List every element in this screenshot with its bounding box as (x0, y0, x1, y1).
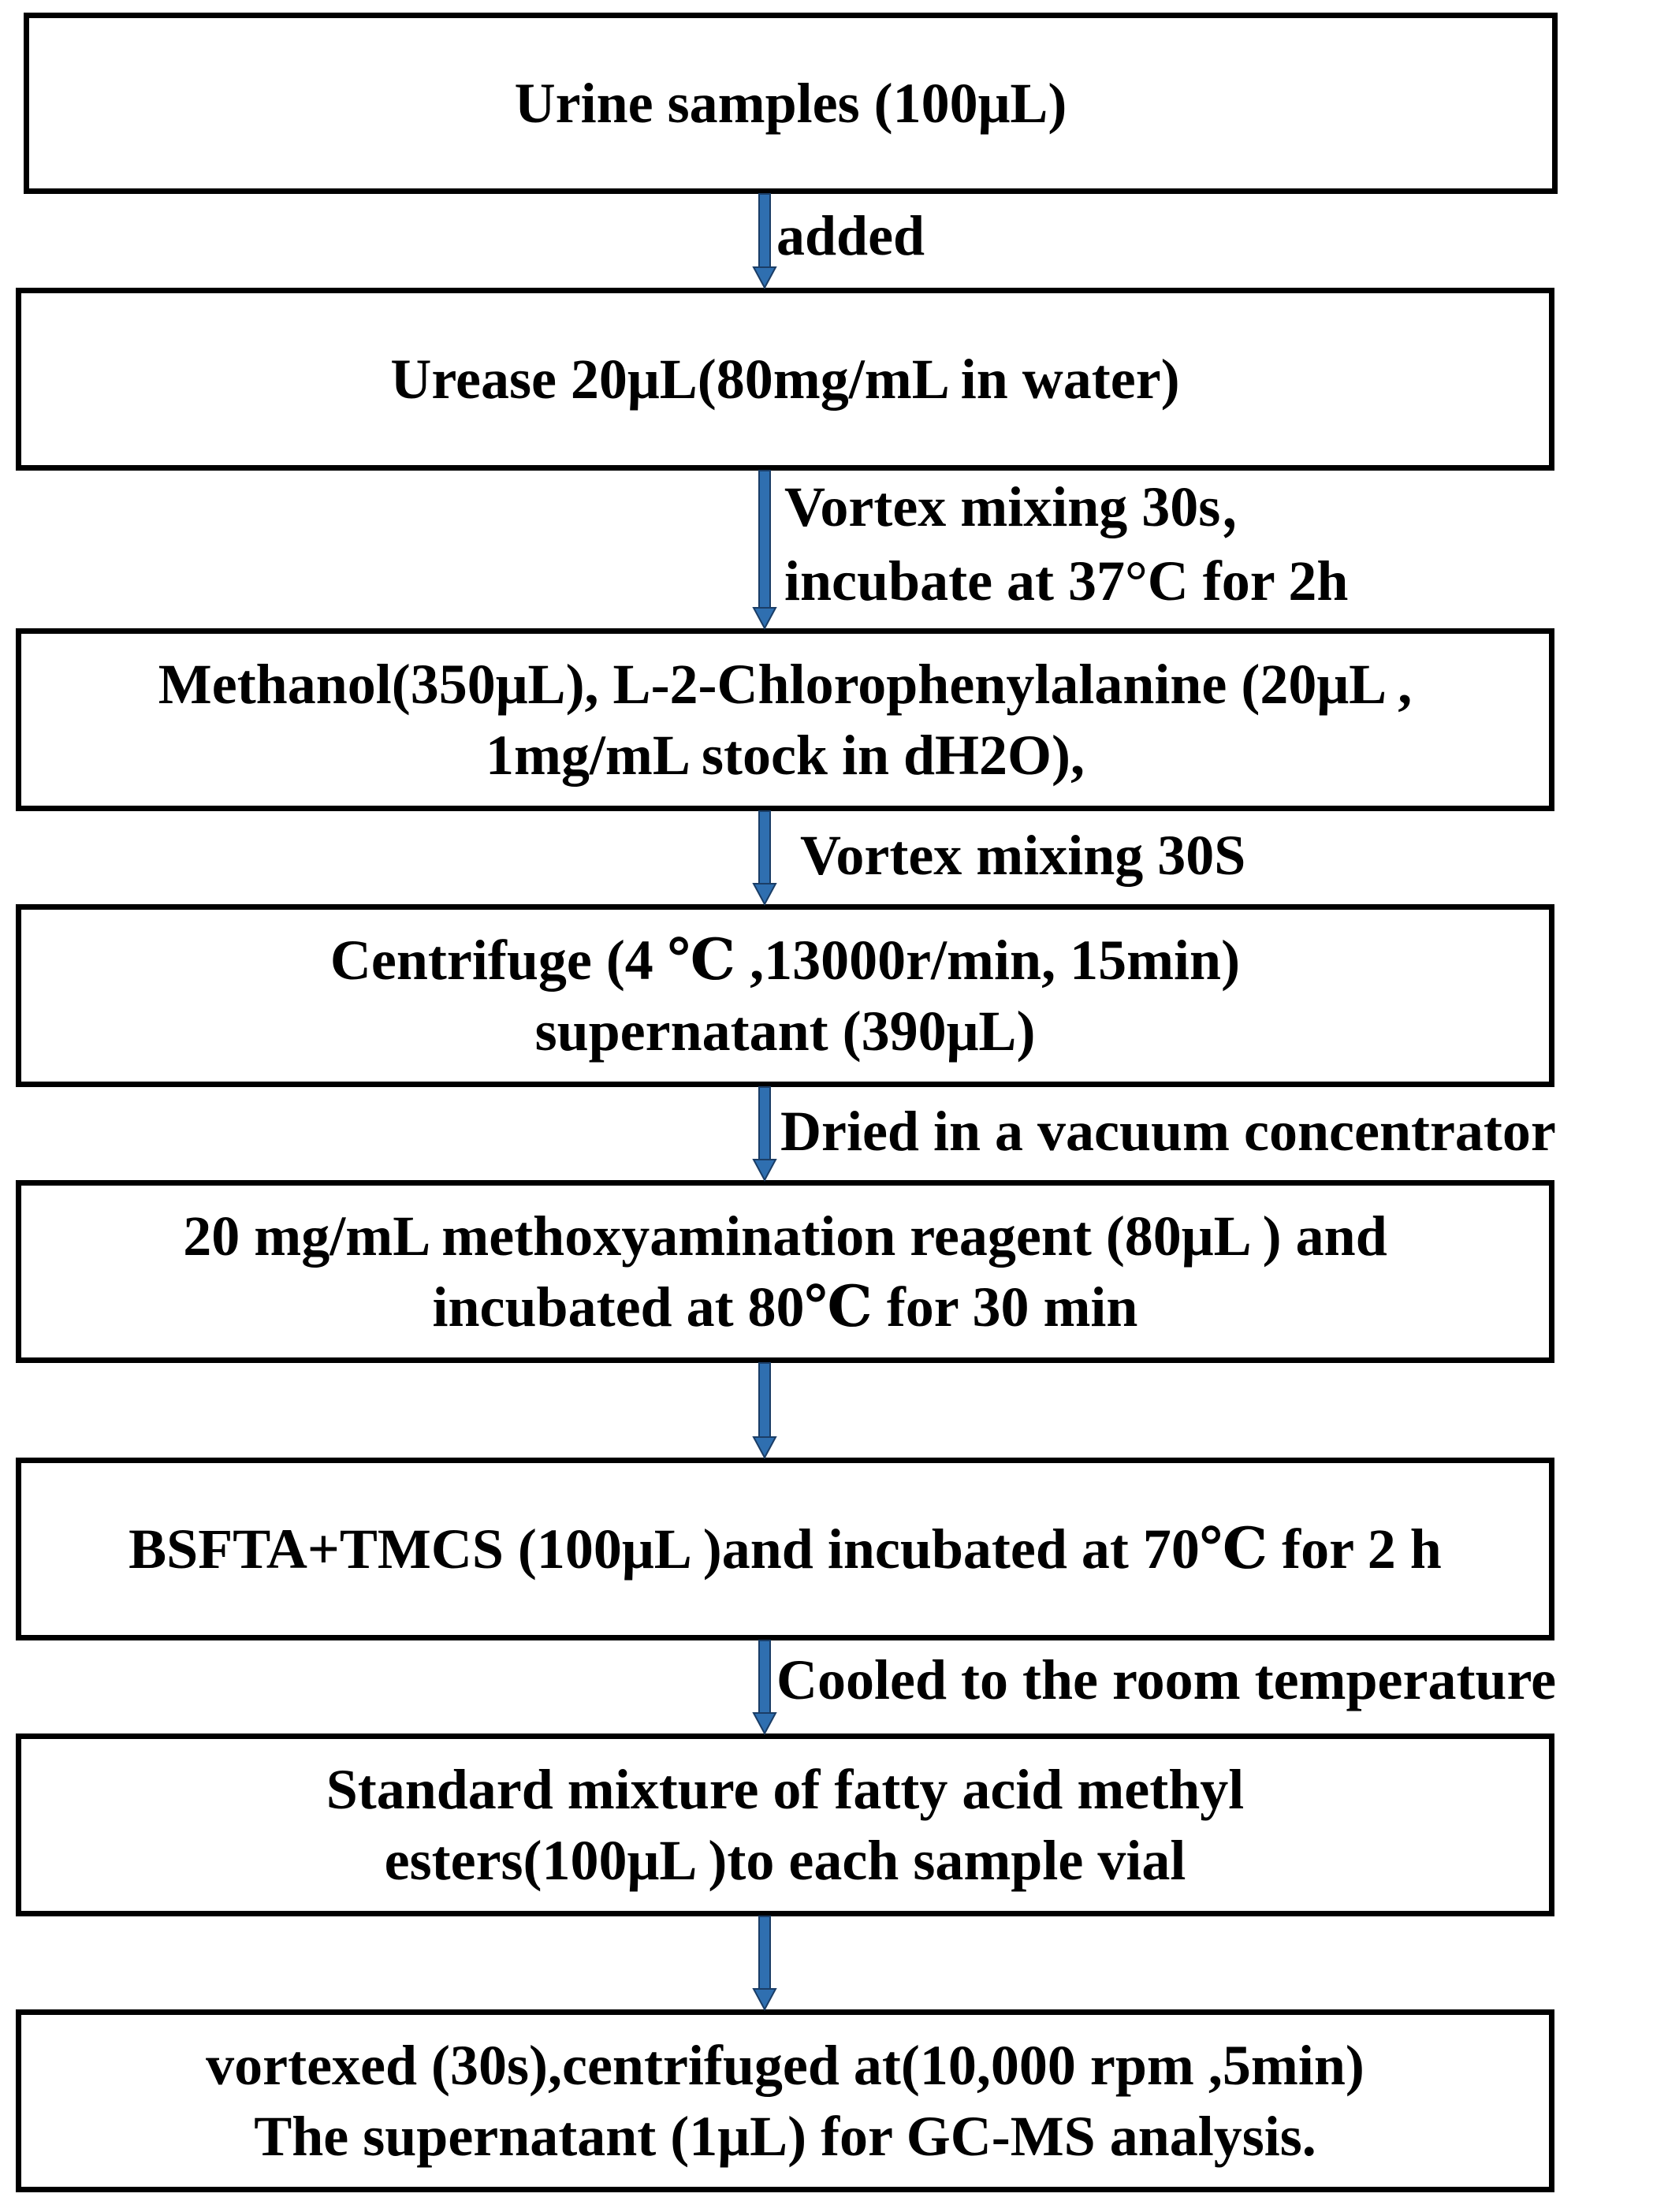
step-box-1 (24, 13, 1558, 194)
step-box-6 (16, 1458, 1554, 1640)
step-box-3 (16, 628, 1554, 811)
transition-1-line-1: added (776, 204, 925, 267)
arrow-shaft (759, 471, 770, 611)
transition-label-6 (776, 1644, 1556, 1718)
arrow-down-5 (753, 1363, 776, 1458)
arrow-down-3 (753, 811, 776, 904)
arrow-shaft (759, 811, 770, 887)
step-box-4 (16, 904, 1554, 1087)
arrow-head (754, 1437, 776, 1458)
transition-2-line-2: incubate at 37°C for 2h (784, 549, 1349, 613)
step-4-line-1: Centrifuge (4 ℃ ,13000r/min, 15min) (329, 929, 1241, 992)
step-6-line-1: BSFTA+TMCS (100μL )and incubated at 70℃ for 2 h (128, 1517, 1442, 1581)
arrow-head (754, 1713, 776, 1733)
transition-4-line-1: Dried in a vacuum concentrator (780, 1100, 1556, 1163)
transition-6-line-1: Cooled to the room temperature (776, 1648, 1557, 1711)
transition-2-line-1: Vortex mixing 30s， (784, 475, 1278, 538)
step-2-line-1: Urease 20μL(80mg/mL in water) (390, 348, 1180, 411)
step-box-2 (16, 288, 1554, 471)
step-3-line-1: Methanol(350μL), L-2-Chlorophenylalanine (20μL , (158, 653, 1413, 716)
arrow-head (754, 267, 776, 288)
arrow-shaft (759, 1087, 770, 1163)
step-8-line-2: The supernatant (1μL) for GC-MS analysis. (254, 2105, 1316, 2168)
arrow-down-4 (753, 1087, 776, 1180)
arrow-down-1 (753, 194, 776, 288)
step-1-line-1: Urine samples (100μL) (514, 72, 1067, 135)
step-4-line-2: supernatant (390μL) (534, 1000, 1036, 1063)
arrow-down-7 (753, 1916, 776, 2009)
arrow-head (754, 1160, 776, 1180)
arrow-shaft (759, 194, 770, 270)
step-7-line-1: Standard mixture of fatty acid methyl (326, 1758, 1245, 1821)
arrow-head (754, 884, 776, 904)
transition-label-3 (800, 819, 1245, 893)
transition-label-4 (780, 1095, 1556, 1169)
arrow-head (754, 608, 776, 628)
step-box-5 (16, 1180, 1554, 1363)
arrow-shaft (759, 1640, 770, 1716)
step-5-line-1: 20 mg/mL methoxyamination reagent (80μL ) and (183, 1205, 1387, 1268)
arrow-down-2 (753, 471, 776, 628)
arrow-shaft (759, 1363, 770, 1440)
transition-3-line-1: Vortex mixing 30S (800, 824, 1246, 887)
step-box-8 (16, 2009, 1554, 2192)
arrow-shaft (759, 1916, 770, 1992)
step-box-7 (16, 1733, 1554, 1916)
transition-label-1 (776, 199, 925, 274)
step-7-line-2: esters(100μL )to each sample vial (384, 1829, 1186, 1892)
arrow-head (754, 1989, 776, 2009)
transition-label-2 (784, 471, 1348, 618)
step-5-line-2: incubated at 80℃ for 30 min (432, 1275, 1138, 1339)
arrow-down-6 (753, 1640, 776, 1733)
step-3-line-2: 1mg/mL stock in dH2O), (485, 724, 1085, 787)
step-8-line-1: vortexed (30s),centrifuged at(10,000 rpm ,5min) (206, 2034, 1364, 2097)
